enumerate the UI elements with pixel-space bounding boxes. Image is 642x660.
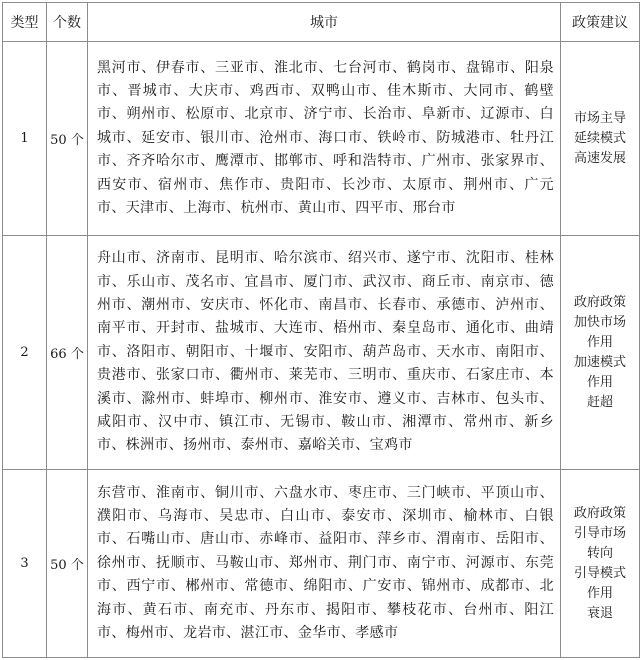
policy-line: 作用 bbox=[586, 334, 613, 350]
policy-line: 赶超 bbox=[586, 394, 613, 410]
city-policy-table bbox=[2, 2, 640, 658]
row-policy bbox=[561, 236, 640, 470]
header-count: 个数 bbox=[47, 3, 88, 42]
policy-line: 高速发展 bbox=[573, 150, 626, 166]
table-row bbox=[3, 236, 640, 470]
table-row bbox=[3, 470, 640, 658]
policy-line: 作用 bbox=[586, 585, 613, 601]
header-policy: 政策建议 bbox=[561, 3, 640, 42]
row-count: 50 个 bbox=[47, 470, 88, 658]
policy-line: 引导市场 bbox=[573, 525, 626, 541]
header-type: 类型 bbox=[3, 3, 47, 42]
row-cities: 黑河市、伊春市、三亚市、淮北市、七台河市、鹤岗市、盘锦市、阳泉市、晋城市、大庆市、鸡西市、双鸭山市、佳木斯市、大同市、鹤壁市、朔州市、松原市、北京市、济宁市、长治市、阜新市、辽源市、白城市、延安市、银川市、沧州市、海口市、铁岭市、防城港市、牡丹江市、齐齐哈尔市、鹰潭市、邯郸市、呼和浩特市、广州市、张家界市、西安市、宿州市、焦作市、贵阳市、长沙市、太原市、荆州市、广元市、天津市、上海市、杭州市、黄山市、四平市、邢台市 bbox=[88, 42, 561, 236]
row-policy bbox=[561, 470, 640, 658]
policy-line: 市场主导 bbox=[573, 110, 626, 126]
policy-line: 政府政策 bbox=[573, 294, 626, 310]
row-count: 66 个 bbox=[47, 236, 88, 470]
row-type: 2 bbox=[3, 236, 47, 470]
table-row bbox=[3, 42, 640, 236]
row-policy bbox=[561, 42, 640, 236]
policy-line: 政府政策 bbox=[573, 505, 626, 521]
row-type: 3 bbox=[3, 470, 47, 658]
row-cities: 舟山市、济南市、昆明市、哈尔滨市、绍兴市、遂宁市、沈阳市、桂林市、乐山市、茂名市、宜昌市、厦门市、武汉市、商丘市、南京市、德州市、潮州市、安庆市、怀化市、南昌市、长春市、承德市、泸州市、南平市、开封市、盐城市、大连市、梧州市、秦皇岛市、通化市、曲靖市、洛阳市、朝阳市、十堰市、安阳市、葫芦岛市、天水市、南阳市、贵港市、张家口市、衢州市、莱芜市、三明市、重庆市、石家庄市、本溪市、滁州市、蚌埠市、柳州市、淮安市、遵义市、吉林市、包头市、咸阳市、汉中市、镇江市、无锡市、鞍山市、湘潭市、常州市、新乡市、株洲市、扬州市、泰州市、嘉峪关市、宝鸡市 bbox=[88, 236, 561, 470]
policy-line: 加速模式 bbox=[573, 354, 626, 370]
row-count: 50 个 bbox=[47, 42, 88, 236]
policy-line: 加快市场 bbox=[573, 314, 626, 330]
row-type: 1 bbox=[3, 42, 47, 236]
row-cities: 东营市、淮南市、铜川市、六盘水市、枣庄市、三门峡市、平顶山市、濮阳市、乌海市、吴忠市、白山市、泰安市、深圳市、榆林市、白银市、石嘴山市、唐山市、赤峰市、益阳市、萍乡市、渭南市、岳阳市、徐州市、抚顺市、马鞍山市、郑州市、荆门市、南宁市、河源市、东莞市、西宁市、郴州市、常德市、绵阳市、广安市、锦州市、成都市、北海市、黄石市、南充市、丹东市、揭阳市、攀枝花市、台州市、阳江市、梅州市、龙岩市、湛江市、金华市、孝感市 bbox=[88, 470, 561, 658]
header-cities: 城市 bbox=[88, 3, 561, 42]
policy-line: 延续模式 bbox=[573, 130, 626, 146]
header-row bbox=[3, 3, 640, 42]
policy-line: 作用 bbox=[586, 374, 613, 390]
policy-line: 引导模式 bbox=[573, 565, 626, 581]
policy-line: 衰退 bbox=[586, 605, 613, 621]
policy-line: 转向 bbox=[586, 545, 613, 561]
